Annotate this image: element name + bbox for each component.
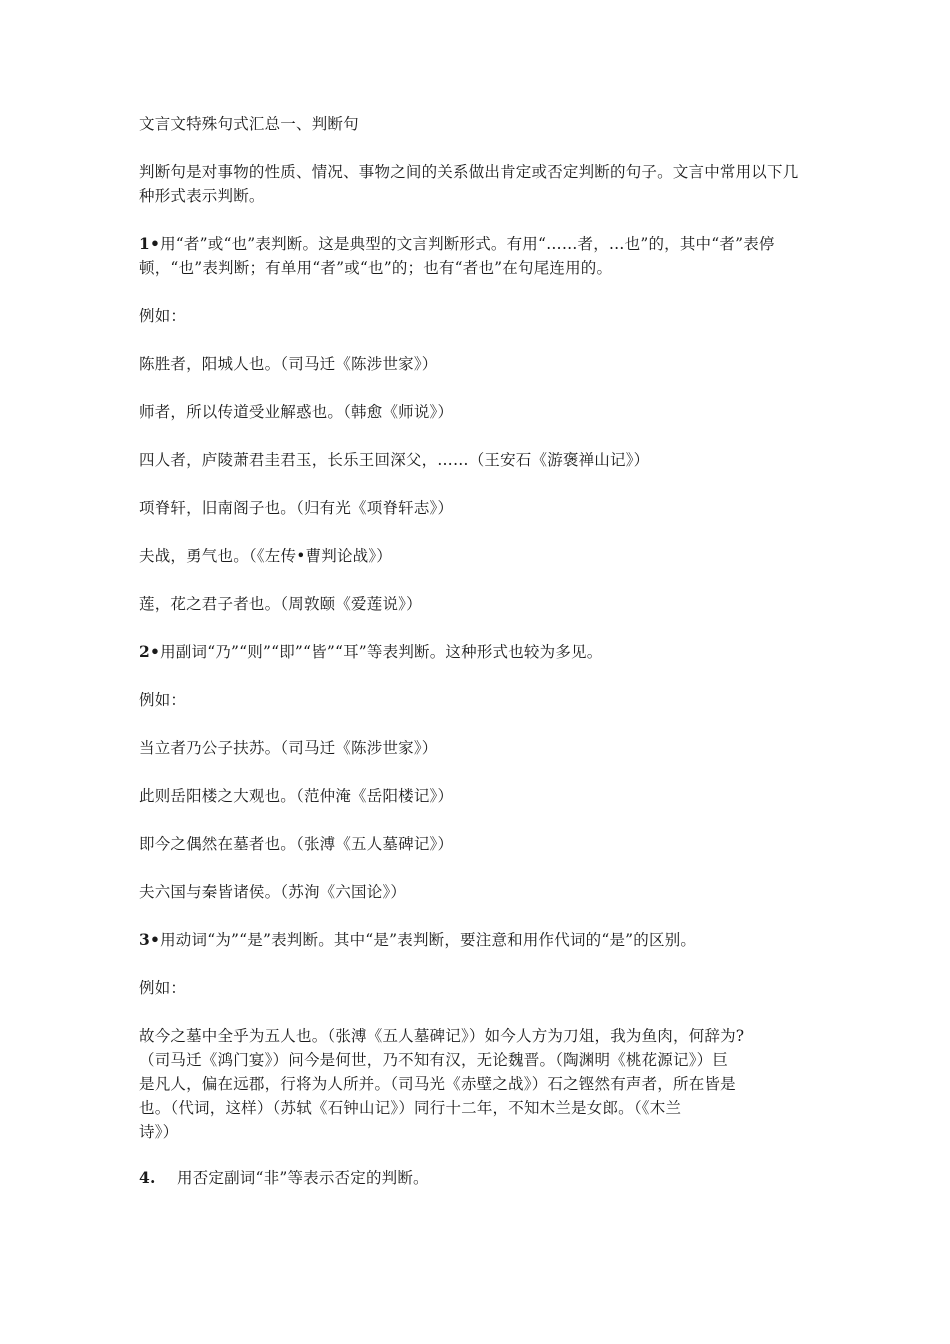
example-line: 此则岳阳楼之大观也。（范仲淹《岳阳楼记》） [139,787,454,805]
section-1-example-label: 例如： [139,307,187,325]
section-2-example-label: 例如： [139,691,187,709]
section-3-text: 用动词“为”“是”表判断。其中“是”表判断，要注意和用作代词的“是”的区别。 [160,931,697,949]
section-1-paragraph [139,232,811,280]
example-text-line: 故今之墓中全乎为五人也。（张溥《五人墓碑记》）如今人方为刀俎，我为鱼肉，何辞为? [139,1027,745,1045]
example-text-line: （司马迁《鸿门宴》）问今是何世，乃不知有汉，无论魏晋。（陶渊明《桃花源记》）巨 [139,1051,729,1069]
section-1-number: 1• [139,234,161,253]
section-2-paragraph [139,640,811,664]
example-line: 四人者，庐陵萧君圭君玉，长乐王回深父，……（王安石《游褒禅山记》） [139,451,650,469]
example-line: 当立者乃公子扶苏。（司马迁《陈涉世家》） [139,739,438,757]
example-line: 莲，花之君子者也。（周敦颐《爱莲说》） [139,595,422,613]
example-text-line: 也。（代词，这样）（苏轼《石钟山记》）同行十二年，不知木兰是女郎。（《木兰 [139,1099,682,1117]
section-3-examples-paragraph [139,1024,811,1144]
document-page [139,112,811,1214]
section-2-number: 2• [139,642,161,661]
section-1-text: 用“者”或“也”表判断。这是典型的文言判断形式。有用“……者，…也”的，其中“者”表停顿，“也”表判断；有单用“者”或“也”的；也有“者也”在句尾连用的。 [139,235,775,277]
section-3-paragraph [139,928,811,952]
example-line: 即今之偶然在墓者也。（张溥《五人墓碑记》） [139,835,454,853]
section-4-paragraph [139,1166,811,1190]
section-3-example-label: 例如： [139,979,187,997]
example-text-line: 诗》） [139,1123,179,1141]
section-2-text: 用副词“乃”“则”“即”“皆”“耳”等表判断。这种形式也较为多见。 [160,643,603,661]
intro-paragraph: 判断句是对事物的性质、情况、事物之间的关系做出肯定或否定判断的句子。文言中常用以下几种形式表示判断。 [139,163,799,205]
example-text-line: 是凡人，偏在远郡，行将为人所并。（司马光《赤壁之战》）石之铿然有声者，所在皆是 [139,1075,736,1093]
example-line: 师者，所以传道受业解惑也。（韩愈《师说》） [139,403,454,421]
example-line: 项脊轩，旧南阁子也。（归有光《项脊轩志》） [139,499,454,517]
section-4-number: 4. [139,1168,156,1187]
example-line: 夫六国与秦皆诸侯。（苏洵《六国论》） [139,883,407,901]
section-4-text: 用否定副词“非”等表示否定的判断。 [177,1169,429,1187]
example-line: 夫战，勇气也。（《左传•曹判论战》） [139,547,392,565]
section-3-number: 3• [139,930,161,949]
example-line: 陈胜者，阳城人也。（司马迁《陈涉世家》） [139,355,438,373]
doc-title: 文言文特殊句式汇总一、判断句 [139,115,359,133]
